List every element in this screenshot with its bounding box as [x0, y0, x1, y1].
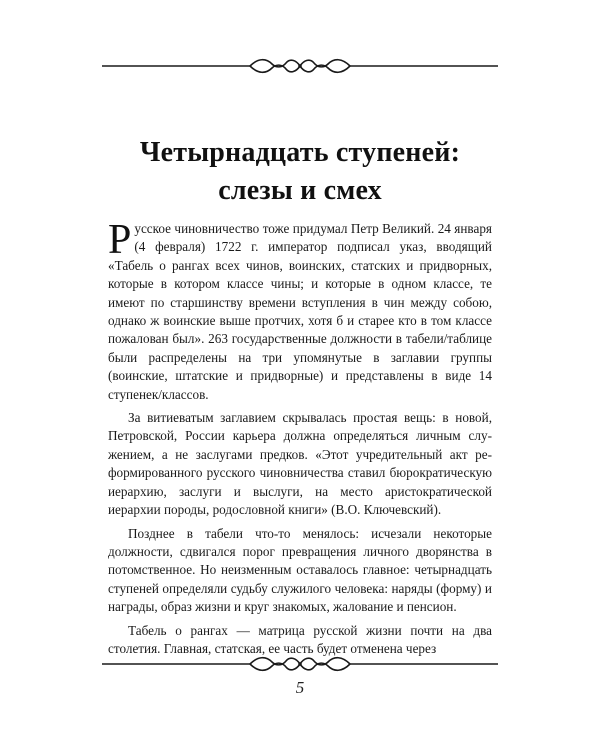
chapter-title-line-1: Четырнадцать ступеней:: [139, 137, 461, 168]
page-number: 5: [295, 678, 305, 697]
top-ornament-rule-icon: [102, 54, 498, 78]
chapter-title: [80, 134, 520, 210]
paragraph-4: Табель о рангах — матрица русской жизни почти на два столетия. Главная, статская, ее часть будет отменена через: [108, 622, 492, 656]
paragraph-2: За витиеватым заглавием скрывалась простая вещь: в новой, Петровской, России карьера должна определяться личным служением, а не заслугами предков. «Этот учредительный акт реформированного русского чиновничества ставил бюрократическую иерархию, заслуги и выслуги, на место аристократической иерархии породы, родословной книги» (В.О. Ключевский).: [108, 410, 492, 518]
bottom-ornament-rule-icon: [102, 652, 498, 676]
drop-cap: Р: [108, 217, 132, 263]
paragraph-3: Позднее в табели что-то менялось: исчезали некоторые должности, сдвигался порог превращения личного дворянства в потомственное. Но неизменным оставалось главное: четырнадцать ступеней определяли судьбу служилого человека: наряды (форму) и награды, образ жизни и круг знакомых, жалование и пенсион.: [108, 525, 492, 615]
paragraph-1-text: усское чиновничество тоже придумал Петр Великий. 24 января (4 февраля) 1722 г. император подписал указ, вводящий «Табель о рангах всех чинов, воинских, статских и придворных, которые в котором классе чины; и которые в одном классе, те имеют по старшинству времени вступления в чин между собою, однако ж воинские выше протчих, хотя б и старее кто в том классе пожалован был». 263 государственные должности в табели/таблице были распределены на три упомянутые в заглавии группы (воинские, штатские и придворные) и представлены в виде 14 ступенек/классов.: [108, 221, 492, 402]
paragraph-1: [108, 217, 492, 404]
chapter-title-line-2: слезы и смех: [218, 175, 382, 206]
body-text: [108, 217, 492, 658]
